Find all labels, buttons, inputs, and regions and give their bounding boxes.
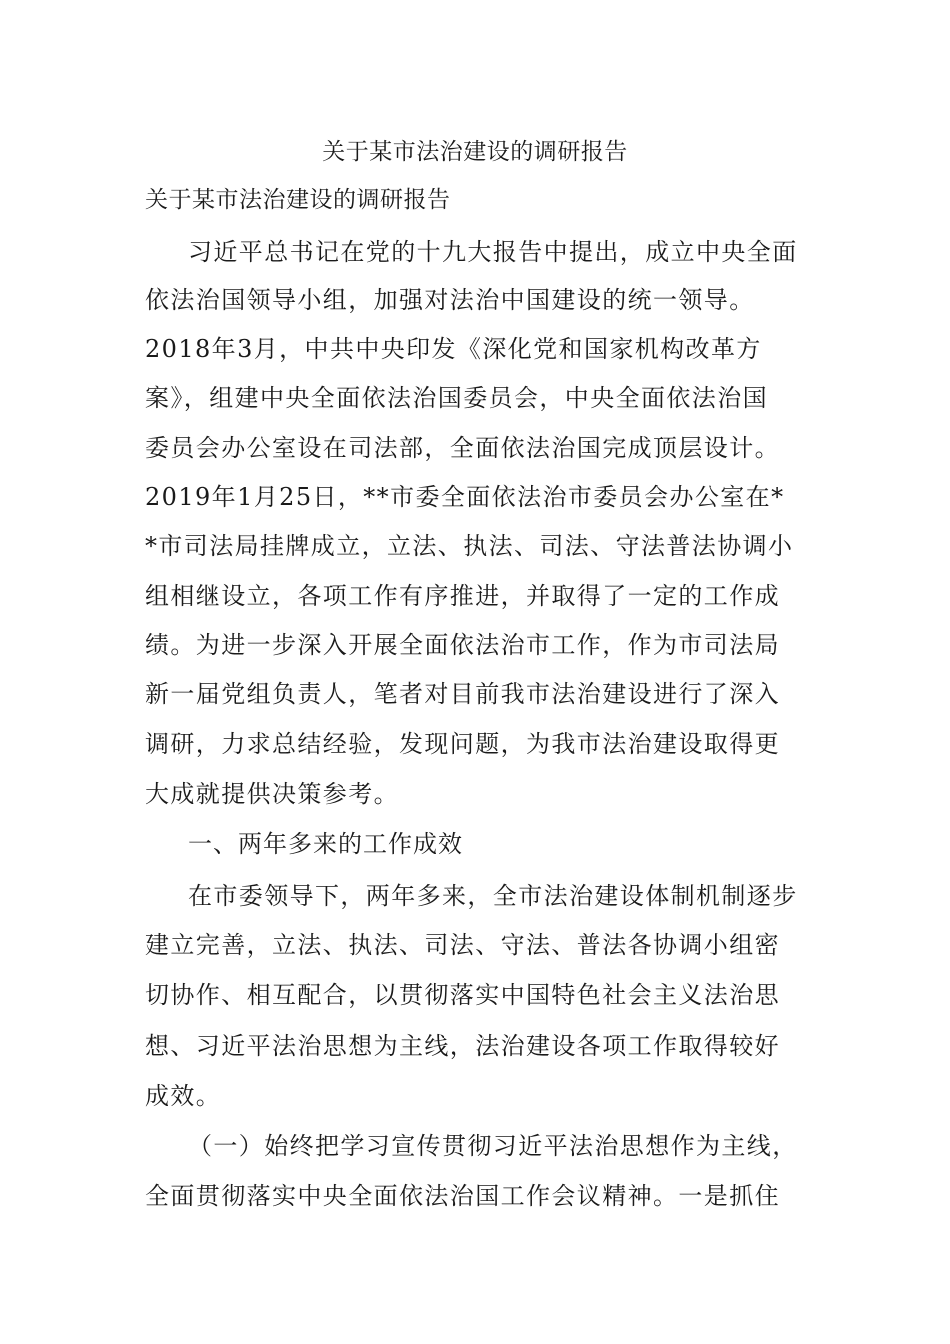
body-line: 委员会办公室设在司法部，全面依法治国完成顶层设计。 bbox=[145, 434, 780, 462]
subsection-heading: （一）始终把学习宣传贯彻习近平法治思想作为主线， bbox=[188, 1132, 798, 1160]
body-line: 习近平总书记在党的十九大报告中提出，成立中央全面 bbox=[188, 238, 798, 266]
body-line: 切协作、相互配合，以贯彻落实中国特色社会主义法治思 bbox=[145, 981, 780, 1009]
body-line: 案》，组建中央全面依法治国委员会，中央全面依法治国 bbox=[145, 384, 768, 412]
body-line: 组相继设立，各项工作有序推进，并取得了一定的工作成 bbox=[145, 582, 780, 610]
body-line: 依法治国领导小组，加强对法治中国建设的统一领导。 bbox=[145, 286, 755, 314]
body-line: 成效。 bbox=[145, 1082, 222, 1110]
document-title: 关于某市法治建设的调研报告 bbox=[322, 139, 628, 165]
document-subtitle: 关于某市法治建设的调研报告 bbox=[145, 187, 451, 213]
body-line: 调研，力求总结经验，发现问题，为我市法治建设取得更 bbox=[145, 730, 780, 758]
body-line: 大成就提供决策参考。 bbox=[145, 780, 399, 808]
body-line: 绩。为进一步深入开展全面依法治市工作，作为市司法局 bbox=[145, 631, 780, 659]
body-line: 想、习近平法治思想为主线，法治建设各项工作取得较好 bbox=[145, 1032, 780, 1060]
body-line: 建立完善，立法、执法、司法、守法、普法各协调小组密 bbox=[145, 931, 780, 959]
body-line: 全面贯彻落实中央全面依法治国工作会议精神。一是抓住 bbox=[145, 1182, 780, 1210]
section-heading: 一、两年多来的工作成效 bbox=[188, 830, 463, 858]
body-line: 2018年3月，中共中央印发《深化党和国家机构改革方 bbox=[145, 335, 762, 363]
body-line: 新一届党组负责人，笔者对目前我市法治建设进行了深入 bbox=[145, 680, 780, 708]
body-line: 在市委领导下，两年多来，全市法治建设体制机制逐步 bbox=[188, 882, 798, 910]
body-line: *市司法局挂牌成立，立法、执法、司法、守法普法协调小 bbox=[145, 532, 794, 560]
body-line: 2019年1月25日，**市委全面依法治市委员会办公室在* bbox=[145, 483, 785, 511]
